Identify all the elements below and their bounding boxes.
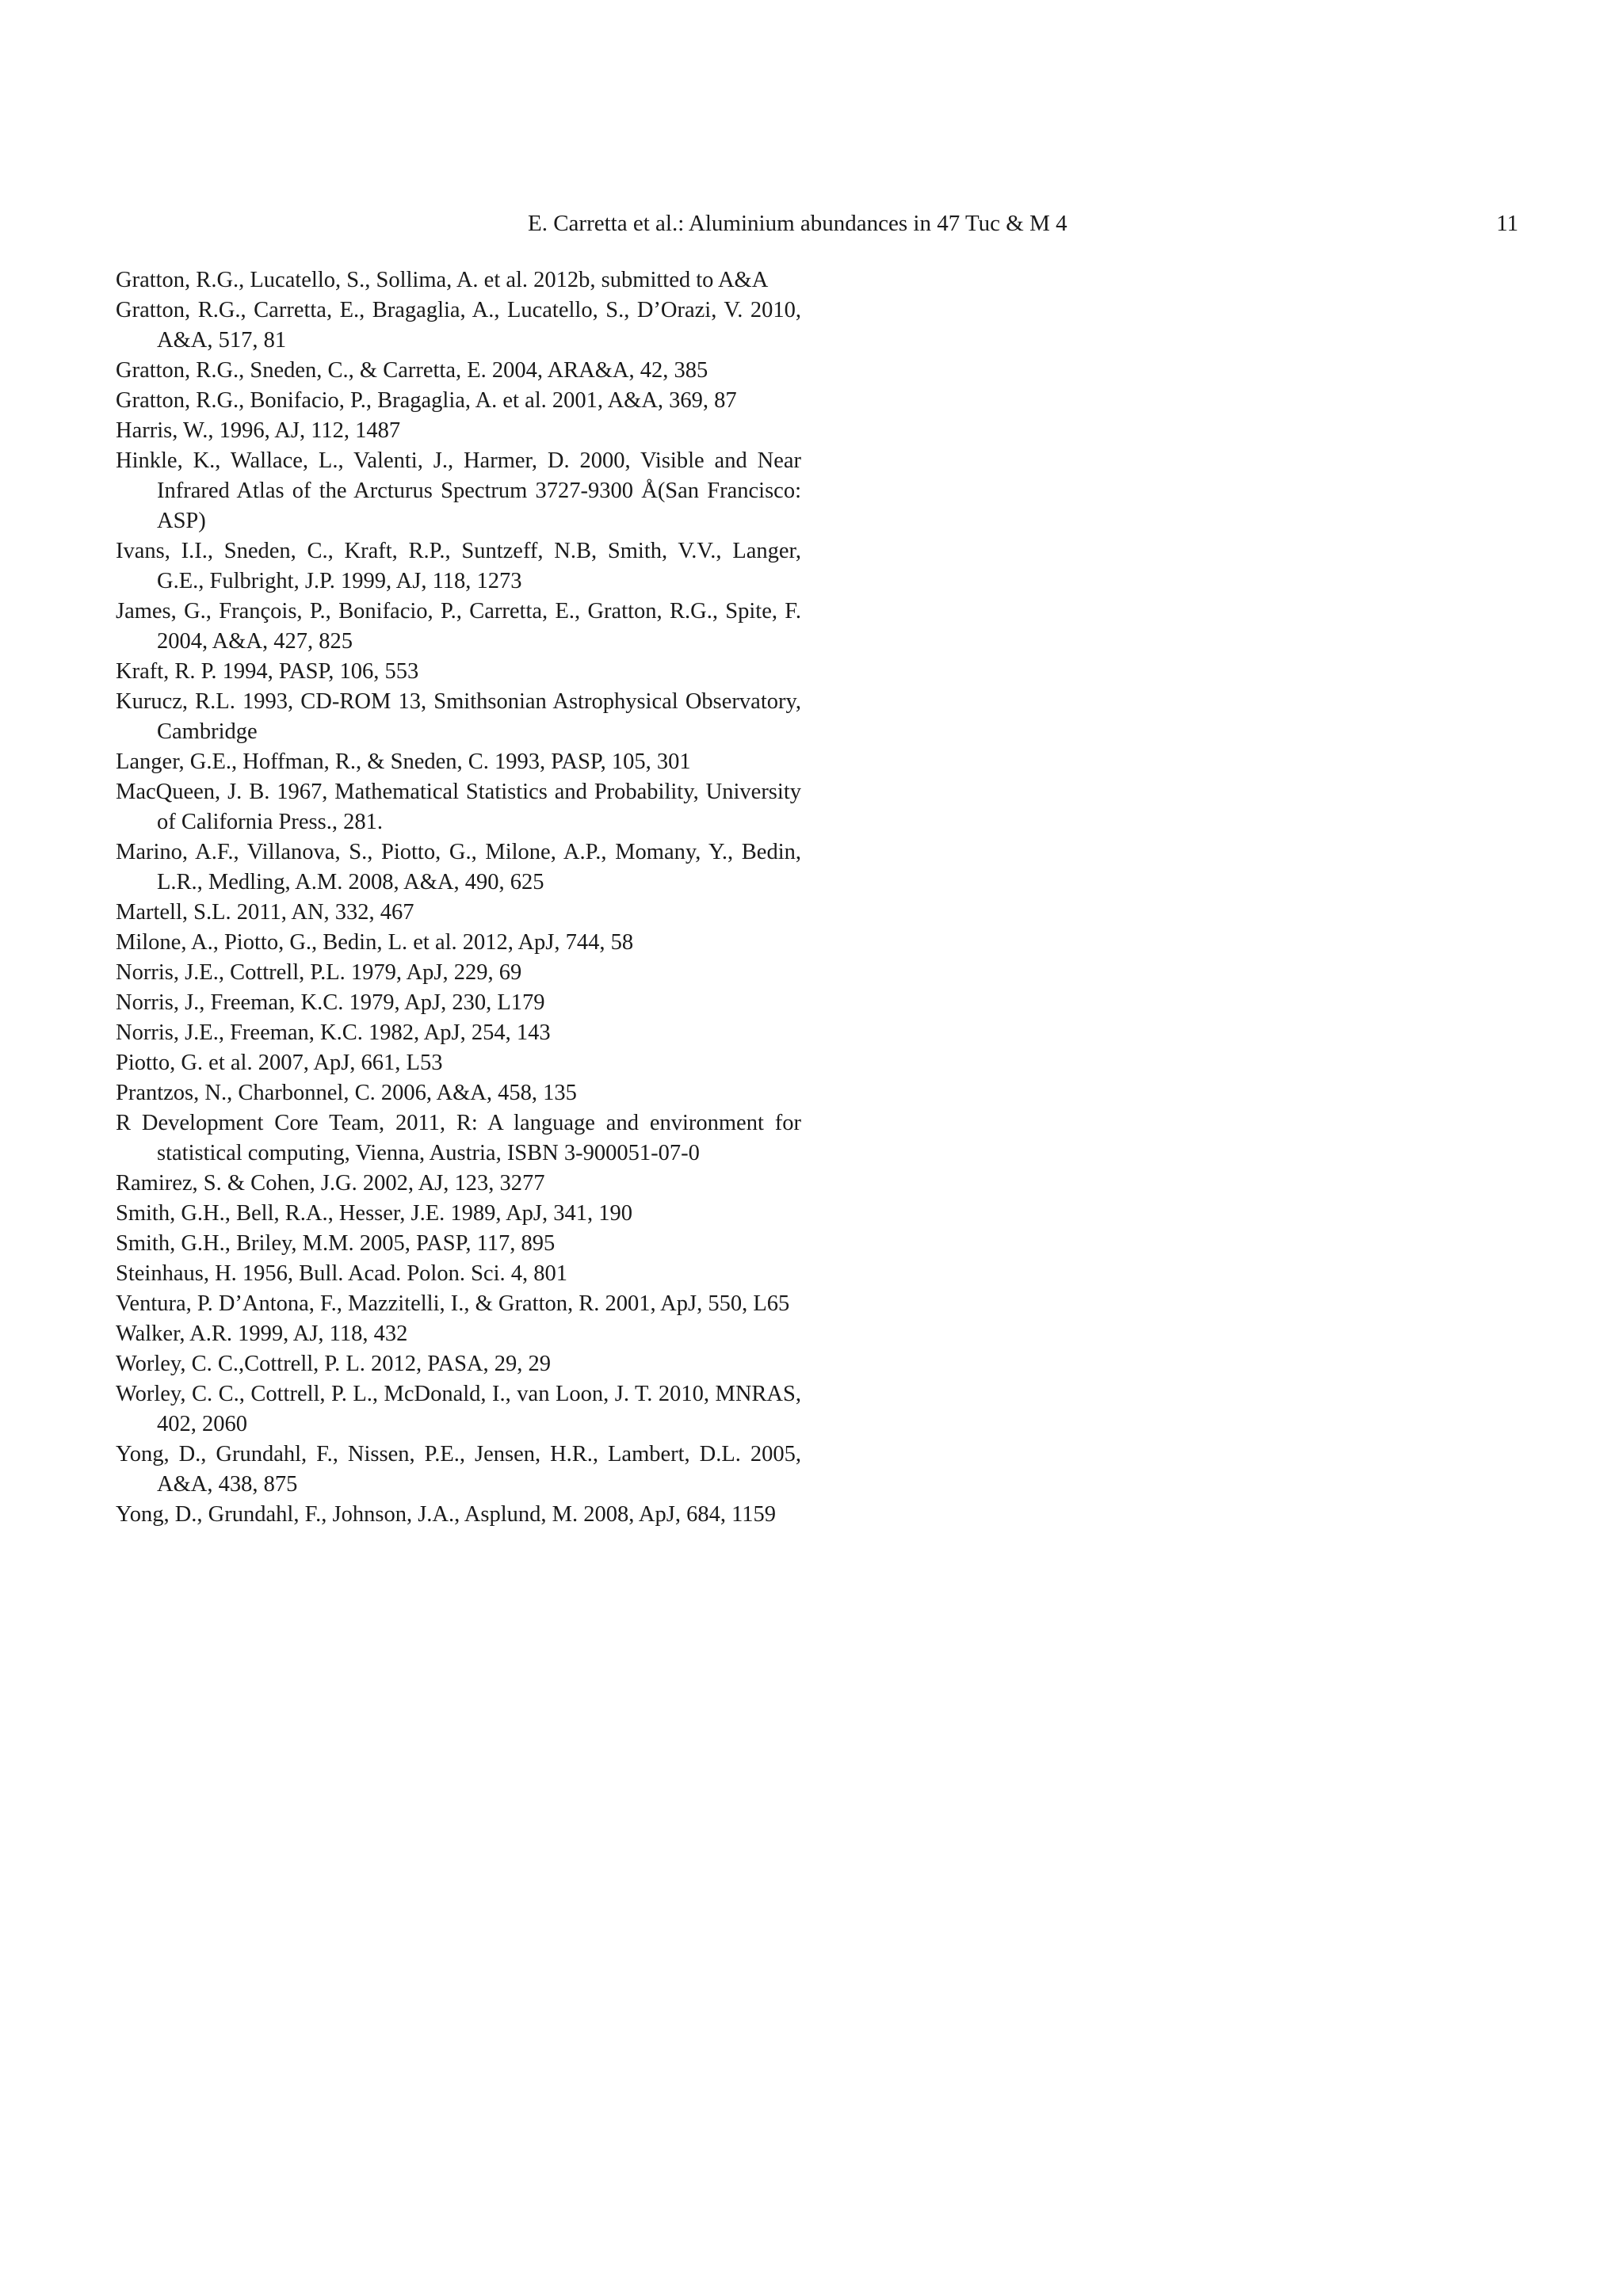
- reference-entry: Langer, G.E., Hoffman, R., & Sneden, C. 1993, PASP, 105, 301: [116, 749, 691, 774]
- reference-entry: Martell, S.L. 2011, AN, 332, 467: [116, 900, 414, 925]
- reference-entry: Norris, J.E., Freeman, K.C. 1982, ApJ, 254, 143: [116, 1020, 551, 1045]
- reference-entry: R Development Core Team, 2011, R: A language and environment for statistical computing, Vienna, Austria, ISBN 3-900051-07-0: [116, 1111, 801, 1165]
- reference-entry: Worley, C. C., Cottrell, P. L., McDonald, I., van Loon, J. T. 2010, MNRAS, 402, 2060: [116, 1382, 801, 1436]
- reference-entry: Yong, D., Grundahl, F., Johnson, J.A., Asplund, M. 2008, ApJ, 684, 1159: [116, 1502, 777, 1527]
- reference-entry: Piotto, G. et al. 2007, ApJ, 661, L53: [116, 1051, 443, 1075]
- reference-entry: Gratton, R.G., Carretta, E., Bragaglia, A., Lucatello, S., D’Orazi, V. 2010, A&A, 517, 81: [116, 298, 801, 353]
- reference-entry: Smith, G.H., Bell, R.A., Hesser, J.E. 1989, ApJ, 341, 190: [116, 1201, 632, 1226]
- reference-entry: Marino, A.F., Villanova, S., Piotto, G., Milone, A.P., Momany, Y., Bedin, L.R., Medling, A.M. 2008, A&A, 490, 625: [116, 840, 801, 894]
- reference-entry: Norris, J., Freeman, K.C. 1979, ApJ, 230, L179: [116, 990, 545, 1015]
- reference-entry: Ventura, P. D’Antona, F., Mazzitelli, I., & Gratton, R. 2001, ApJ, 550, L65: [116, 1291, 790, 1316]
- reference-entry: Harris, W., 1996, AJ, 112, 1487: [116, 418, 401, 443]
- reference-entry: Ivans, I.I., Sneden, C., Kraft, R.P., Suntzeff, N.B, Smith, V.V., Langer, G.E., Fulbright, J.P. 1999, AJ, 118, 1273: [116, 539, 801, 593]
- reference-entry: Steinhaus, H. 1956, Bull. Acad. Polon. Sci. 4, 801: [116, 1261, 567, 1286]
- reference-entry: Smith, G.H., Briley, M.M. 2005, PASP, 117, 895: [116, 1231, 556, 1256]
- reference-list: [116, 265, 801, 1530]
- running-title: E. Carretta et al.: Aluminium abundances in 47 Tuc & M 4: [528, 211, 1067, 236]
- reference-entry: Prantzos, N., Charbonnel, C. 2006, A&A, 458, 135: [116, 1081, 577, 1105]
- reference-entry: Hinkle, K., Wallace, L., Valenti, J., Harmer, D. 2000, Visible and Near Infrared Atlas of the Arcturus Spectrum 3727-9300 Å(San Francisco: ASP): [116, 448, 801, 533]
- reference-entry: Yong, D., Grundahl, F., Nissen, P.E., Jensen, H.R., Lambert, D.L. 2005, A&A, 438, 875: [116, 1442, 801, 1497]
- reference-entry: Walker, A.R. 1999, AJ, 118, 432: [116, 1322, 408, 1346]
- reference-entry: Gratton, R.G., Bonifacio, P., Bragaglia, A. et al. 2001, A&A, 369, 87: [116, 388, 737, 413]
- reference-entry: Gratton, R.G., Lucatello, S., Sollima, A. et al. 2012b, submitted to A&A: [116, 268, 769, 292]
- reference-entry: Worley, C. C.,Cottrell, P. L. 2012, PASA, 29, 29: [116, 1352, 552, 1376]
- reference-entry: Milone, A., Piotto, G., Bedin, L. et al. 2012, ApJ, 744, 58: [116, 930, 634, 955]
- reference-entry: Kurucz, R.L. 1993, CD-ROM 13, Smithsonian Astrophysical Observatory, Cambridge: [116, 689, 801, 744]
- reference-entry: Ramirez, S. & Cohen, J.G. 2002, AJ, 123, 3277: [116, 1171, 545, 1196]
- reference-entry: Gratton, R.G., Sneden, C., & Carretta, E. 2004, ARA&A, 42, 385: [116, 358, 708, 383]
- reference-entry: Kraft, R. P. 1994, PASP, 106, 553: [116, 659, 419, 684]
- reference-entry: MacQueen, J. B. 1967, Mathematical Statistics and Probability, University of California Press., 281.: [116, 780, 801, 834]
- running-head: [0, 208, 1623, 239]
- reference-entry: James, G., François, P., Bonifacio, P., Carretta, E., Gratton, R.G., Spite, F. 2004, A&A, 427, 825: [116, 599, 801, 654]
- reference-entry: Norris, J.E., Cottrell, P.L. 1979, ApJ, 229, 69: [116, 960, 522, 985]
- page-number: 11: [1496, 211, 1518, 236]
